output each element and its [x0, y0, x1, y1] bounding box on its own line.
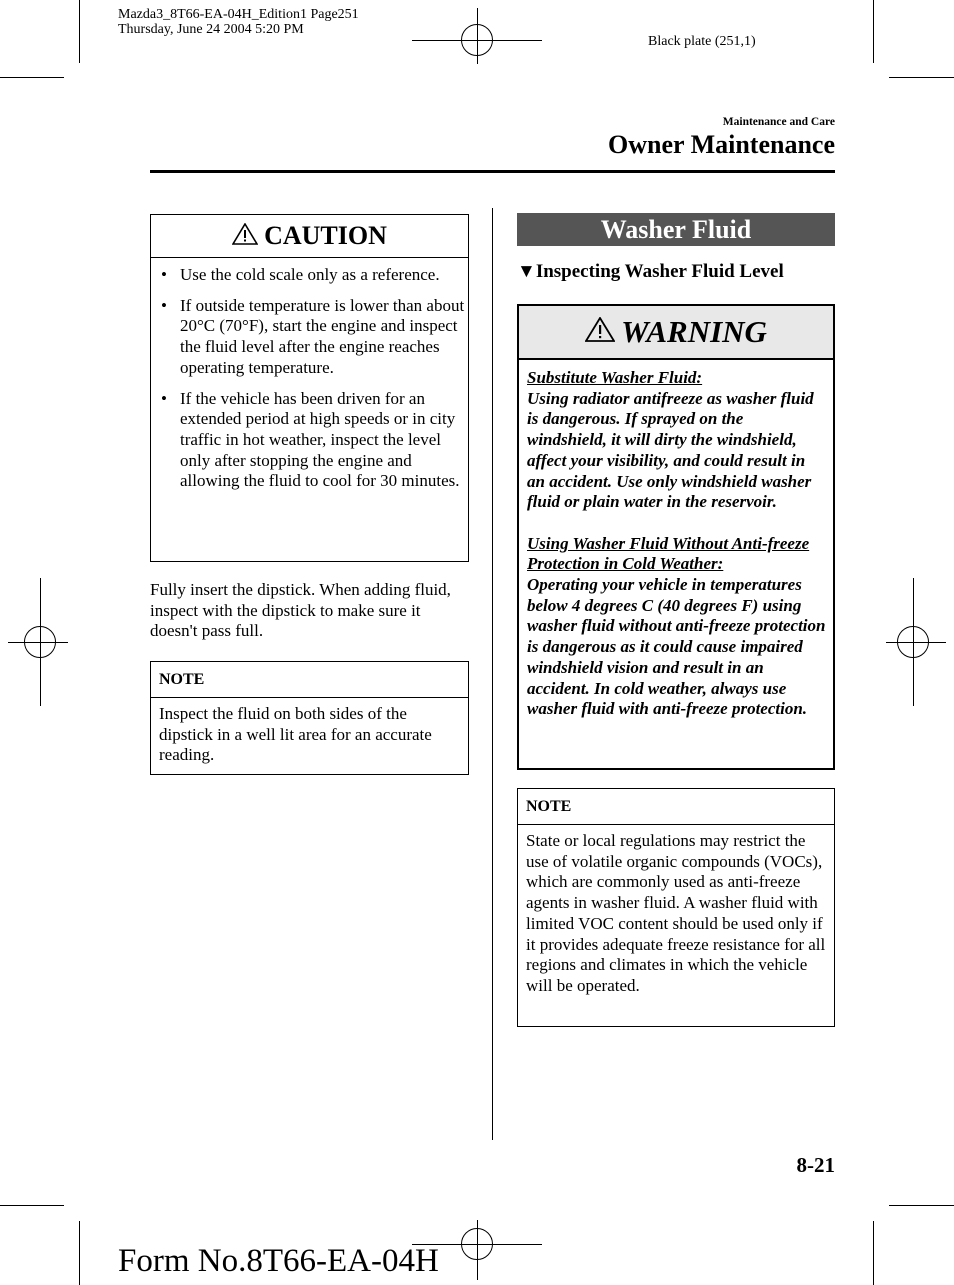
caution-box	[150, 214, 469, 562]
caution-title-row	[151, 215, 468, 258]
warning-text-2: Operating your vehicle in temperatures below 4 degrees C (40 degrees F) using washer fluid without anti-freeze protection is dangerous as it could cause impaired windshield vision and result in an accident. In cold weather, always use washer fluid with anti-freeze protection.	[527, 575, 826, 719]
print-slug	[118, 7, 359, 37]
print-slug-line2: Thursday, June 24 2004 5:20 PM	[118, 22, 304, 37]
warning-body	[519, 360, 833, 720]
column-divider	[492, 208, 493, 1140]
note-title-row	[518, 789, 834, 825]
note-title: NOTE	[526, 797, 572, 815]
print-slug-line1: Mazda3_8T66-EA-04H_Edition1 Page251	[118, 7, 359, 22]
warning-text-1: Using radiator antifreeze as washer fluid is dangerous. If sprayed on the windshield, it will dirty the windshield, affect your visibility, and could result in an accident. Use only windshield washer fluid or plain water in the reservoir.	[527, 388, 814, 512]
form-number: Form No.8T66-EA-04H	[118, 1243, 439, 1279]
note-text: Inspect the fluid on both sides of the dipstick in a well lit area for an accurate reading.	[159, 704, 432, 765]
list-item: • If the vehicle has been driven for an extended period at high speeds or in city traffic in hot weather, inspect the level only after stopping the engine and allowing the fluid to cool for 30 minutes.	[161, 388, 460, 491]
list-item: • If outside temperature is lower than about 20°C (70°F), start the engine and inspect the fluid level after the engine reaches operating temperature.	[161, 295, 465, 377]
warning-heading-2: Using Washer Fluid Without Anti-freeze Protection in Cold Weather:	[527, 533, 810, 574]
note-text: State or local regulations may restrict the use of volatile organic compounds (VOCs), which are commonly used as anti-freeze agents in washer fluid. A washer fluid with limited VOC content should be used only if it provides adequate freeze resistance for all regions and climates in which the vehicle will be operated.	[526, 831, 826, 995]
triangle-down-icon: ▼	[517, 261, 536, 282]
list-item: • Use the cold scale only as a reference.	[161, 265, 440, 284]
note-box-left	[150, 661, 469, 775]
warning-title: WARNING	[621, 314, 767, 349]
caution-bullet-list	[151, 265, 468, 492]
caution-title: CAUTION	[264, 221, 387, 250]
warning-box	[517, 304, 835, 770]
black-plate-label: Black plate (251,1)	[648, 34, 756, 49]
warning-triangle-icon	[232, 223, 258, 250]
subheading	[517, 261, 784, 283]
note-title-row	[151, 662, 468, 698]
warning-title-row	[519, 306, 833, 360]
subheading-text: Inspecting Washer Fluid Level	[535, 261, 784, 282]
warning-heading-1: Substitute Washer Fluid:	[527, 368, 703, 387]
dipstick-paragraph: Fully insert the dipstick. When adding fluid, inspect with the dipstick to make sure it doesn't pass full.	[150, 580, 451, 641]
section-heading-washer-fluid: Washer Fluid	[517, 213, 835, 246]
note-box-right	[517, 788, 835, 1027]
note-title: NOTE	[159, 670, 205, 688]
header-rule	[150, 170, 835, 173]
page-number: 8-21	[796, 1153, 835, 1177]
section-label: Maintenance and Care	[722, 116, 835, 128]
warning-triangle-icon	[585, 317, 615, 347]
page-title: Owner Maintenance	[608, 130, 835, 159]
